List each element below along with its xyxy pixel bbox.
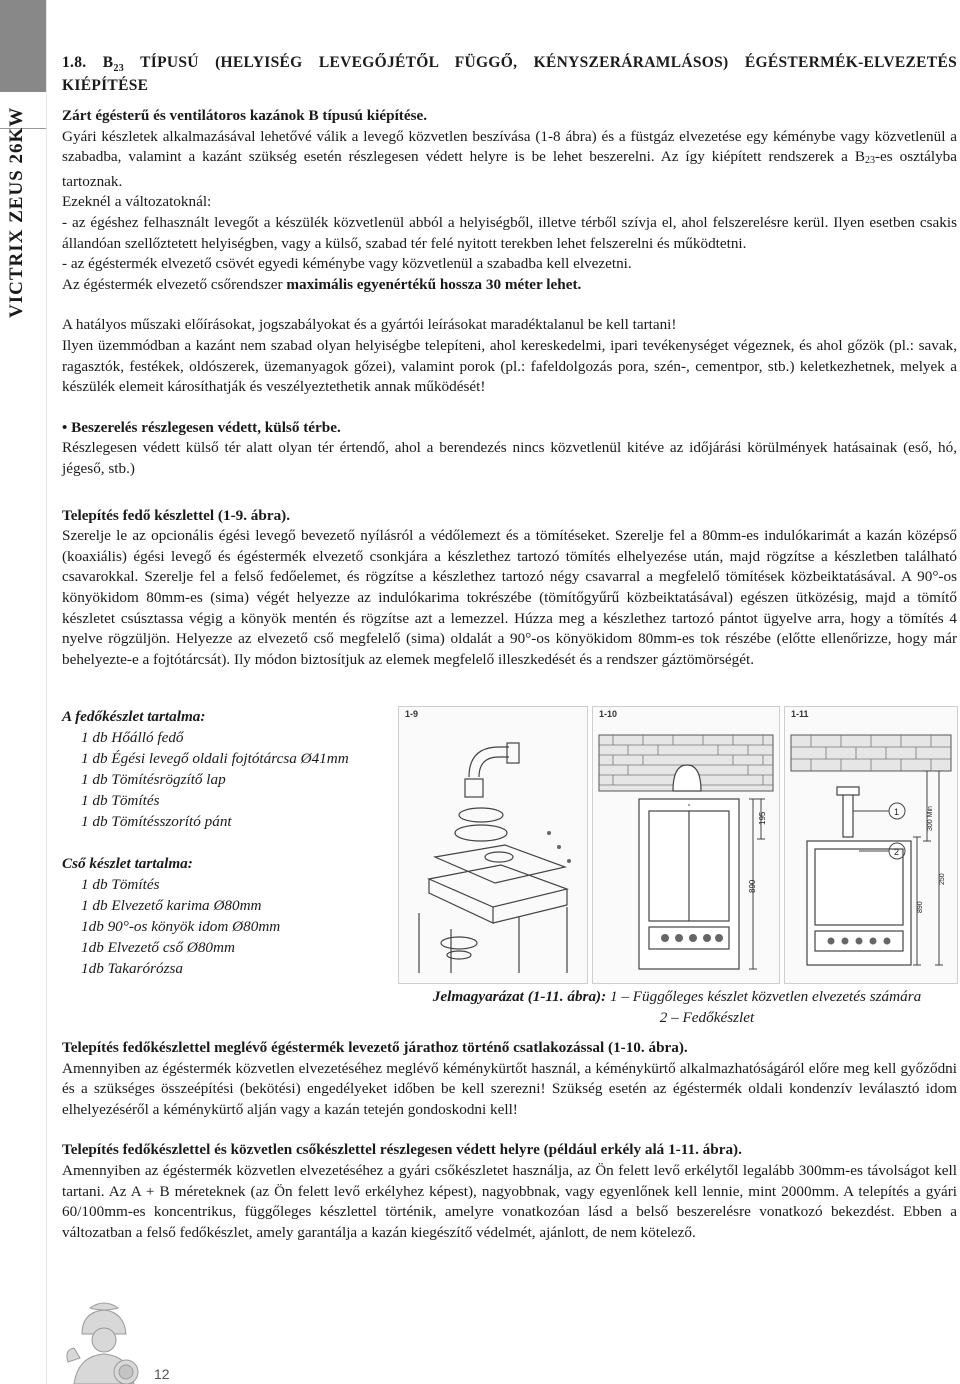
cso-kit-title: Cső készlet tartalma: [62, 855, 193, 872]
dimension-250: 250 [939, 873, 946, 885]
list-item: 1 db Tömítésrögzítő lap [81, 771, 226, 788]
intro-text-a: Gyári készletek alkalmazásával lehetővé válik a levegő közvetlen beszívása (1-8 ábra) és a füstgáz elvezetése egy kéménybe vagy közvetlenül a szabadba, valamint a kazánt szükség esetén részlegesen védett helyre is be lehet beszerelni. Az így kiépített rendszerek a B [62, 127, 957, 166]
list-item: 1 db Tömítés [81, 876, 160, 893]
section-title: TÍPUSÚ (HELYISÉG LEVEGŐJÉTŐL FÜGGŐ, KÉNYSZERÁRAMLÁSOS) ÉGÉSTERMÉK-ELVEZETÉS KIÉPÍTÉSE [62, 54, 958, 95]
figure-1-10 [592, 706, 780, 984]
callout-1: 1 [894, 807, 900, 817]
balcony-install-drawing [785, 707, 957, 983]
exploded-kit-drawing [399, 707, 587, 983]
dimension-890-b: 890 [917, 901, 924, 913]
chimney-title: Telepítés fedőkészlettel meglévő égéstermék levezető járathoz történő csatlakozással (1-10. ábra). [62, 1039, 688, 1056]
figure-1-9 [398, 706, 588, 984]
figures-area [398, 706, 956, 982]
intro-subscript: 23 [865, 155, 875, 167]
caption-item-1: 1 – Függőleges készlet közvetlen elvezetés számára [606, 988, 922, 1005]
figure-caption [398, 987, 956, 1028]
partial-title: • Beszerelés részlegesen védett, külső térbe. [62, 418, 341, 436]
balcony-title: Telepítés fedőkészlettel és közvetlen csőkészlettel részlegesen védett helyre (például erkély alá 1-11. ábra). [62, 1141, 742, 1159]
figure-1-11 [784, 706, 958, 984]
install-title: Telepítés fedő készlettel (1-9. ábra). [62, 506, 291, 524]
dimension-195: 195 [758, 811, 767, 825]
fedo-kit-title: A fedőkészlet tartalma: [62, 708, 206, 725]
caption-label: Jelmagyarázat (1-11. ábra): [432, 988, 607, 1005]
caption-item-2: 2 – Fedőkészlet [659, 1008, 755, 1026]
intro-bold-line: Zárt égésterű és ventilátoros kazánok B típusú kiépítése. [62, 107, 428, 125]
install-text: Szerelje le az opcionális égési levegő bevezető nyílásról a védőlemezt és a tömítéseket. Szerelje fel a 80mm-es indulókarimát a kazán középső (koaxiális) égési levegő és égéstermék elvezető csonkjára a készlethez tartozó tömítés elhelyezése után, majd rögzítse a készletben található csavarokkal. Szerelje fel a felső fedőelemet, és rögzítse a készlethez tartozó négy csavarral a megfelelő tömítések közbeiktatásával. A 90°-os könyökidom 80mm-es (sima) végét helyezze az indulókarima tokrészébe (tömítőgyűrű közbeiktatásával) egészen ütközésig, majd a tömítő készletet csúsztassa végig a könyök mentén és rögzítse azt a lemezzel. Húzza meg a készlethez tartozó pántot ügyelve arra, hogy a tömítés 4 nyelve rögzüljön. Helyezze az elvezető cső megfelelő (sima) oldalát a 90°-os könyökidom 80mm-es tok részébe (előtte ellenőrizze, hogy már behelyezte-e a fojtótárcsát). Ily módon biztosítjuk az elemek megfelelő illeszkedését és a rendszer gáztömörségét. [62, 527, 957, 668]
chimney-text: Amennyiben az égéstermék közvetlen elvezetéséhez meglévő kéménykürtőt használ, a kéménykürtő alkalmazhatóságáról előre meg kell győződni és a szükséges összeépítési (bekötési) engedélyeket időben be kell szerezni! Szükség esetén az égéstermék oldali kondenzív leválasztó idom elhelyezéséről a kéménykürtő alján vagy a kazán tetején gondoskodni kell! [62, 1059, 957, 1118]
list-item: 1 db Hőálló fedő [81, 729, 184, 746]
section-subscript: 23 [113, 63, 125, 75]
figure-1-10-label: 1-10 [599, 709, 618, 719]
dimension-890: 890 [748, 879, 757, 893]
side-bar-tab [0, 0, 46, 92]
figure-1-9-label: 1-9 [405, 709, 419, 719]
side-product-label: VICTRIX ZEUS 26KW [6, 106, 27, 318]
kit-lists [62, 706, 392, 979]
list-item: 1 db Tömítésszorító pánt [81, 813, 232, 830]
variant-flue: - az égéstermék elvezető csövét egyedi kéménybe vagy közvetlenül a szabadba kell elvezetni. [62, 255, 632, 273]
mascot-logo [60, 1300, 146, 1384]
list-item: 1db Elvezető cső Ø80mm [81, 939, 235, 956]
restriction-note: Ilyen üzemmódban a kazánt nem szabad olyan helyiségbe telepíteni, ahol kereskedelmi, ipari tevékenységet végeznek, és ahol gőzök (pl.: savak, ragasztók, festékek, oldószerek, üzemanyagok gőzei), valamint porok (pl.: fafeldolgozás pora, szén-, cementpor, stb.) keletkezhetnek, melyek a készülék elemeit károsíthatják és veszélyeztethetik annak működését! [62, 337, 957, 396]
variant-air: - az égéshez felhasznált levegőt a készülék közvetlenül abból a helyiségből, illetve térből szívja el, ahol felszerelésre kerül. Ilyen esetben csakis állandóan szellőztetett helyiségben, vagy a külső, szabad tér felé nyitott terekben lehet felszerelni és működtetni. [62, 214, 957, 252]
section-number: 1.8. B [62, 54, 114, 71]
list-item: 1 db Égési levegő oldali fojtótárcsa Ø41mm [81, 750, 349, 767]
page-number: 12 [154, 1366, 170, 1382]
dimension-300-min: 300 Min [927, 806, 934, 831]
list-item: 1 db Tömítés [81, 792, 160, 809]
list-item: 1db 90°-os könyök idom Ø80mm [81, 918, 281, 935]
callout-2: 2 [894, 847, 900, 857]
list-item: 1 db Elvezető karima Ø80mm [81, 897, 262, 914]
intro-text-b: -es osztályba tartoznak. [62, 148, 958, 190]
balcony-text: Amennyiben az égéstermék közvetlen elvezetéséhez a gyári csőkészletet használja, az Ön felett levő erkélytől legalább 300mm-es távolságot kell tartani. Az A + B méreteknek (az Ön felett levő erkélyhez képest), nagyobbnak, vagy egyenlőnek kell lennie, mint 2000mm. A telepítés a gyári 60/100mm-es koncentrikus, függőleges készlettel történik, amelyre vonatkozóan lásd a belső beszerelésre vonatkozó bekezdést. Ebben a változatban a felső fedőkészlet, amely garantálja a kazán kiegészítő védelmét, ajánlott, de nem kötelező. [62, 1161, 957, 1241]
intro-paragraph [62, 127, 957, 193]
max-length-text: Az égéstermék elvezető csőrendszer [62, 275, 287, 293]
regulation-note: A hatályos műszaki előírásokat, jogszabályokat és a gyártói leírásokat maradéktalanul be kell tartani! [62, 316, 677, 334]
figure-1-11-label: 1-11 [791, 709, 809, 719]
variants-intro: Ezeknél a változatoknál: [62, 193, 212, 211]
partial-text: Részlegesen védett külső tér alatt olyan tér értendő, ahol a berendezés nincs közvetlenül kitéve az időjárási körülmények hatásainak (eső, hó, jégeső, stb.) [62, 439, 957, 477]
chimney-connection-drawing [593, 707, 779, 983]
main-text [62, 54, 957, 670]
max-length-note [62, 275, 957, 296]
section-heading [62, 54, 957, 94]
lower-text [62, 1038, 957, 1243]
list-item: 1db Takarórózsa [81, 960, 183, 977]
max-length-bold: maximális egyenértékű hossza 30 méter lehet. [286, 275, 582, 293]
